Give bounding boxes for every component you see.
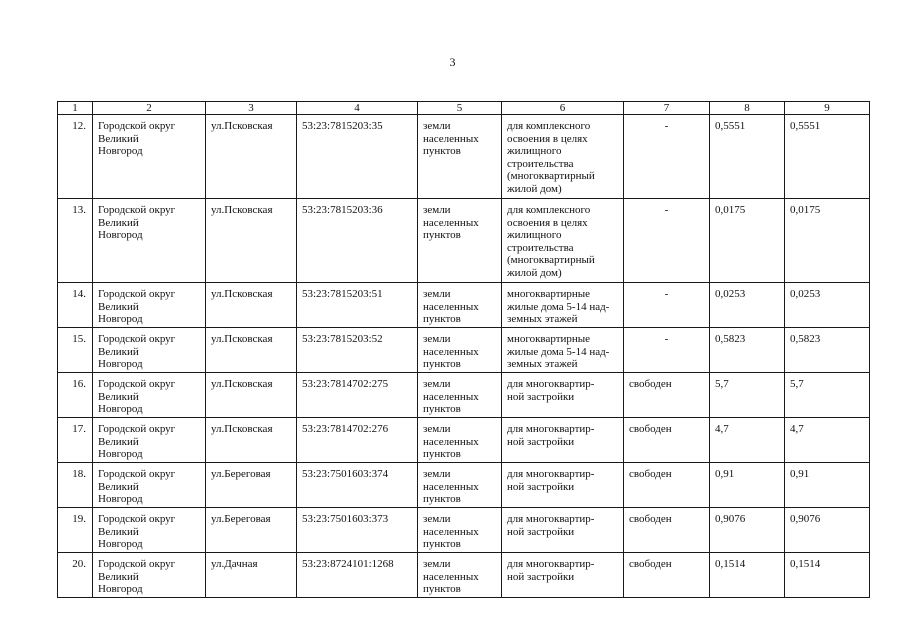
municipality-cell: Городской округ Великий Новгород [93, 199, 206, 283]
column-header: 2 [93, 102, 206, 115]
table-header-row [58, 102, 870, 115]
area-total-cell: 4,7 [785, 418, 870, 463]
status-cell: - [624, 328, 710, 373]
street-cell: ул.Псковская [206, 418, 297, 463]
table-row [58, 283, 870, 328]
row-number-cell: 16. [58, 373, 93, 418]
cadastral-number-cell: 53:23:7501603:374 [297, 463, 418, 508]
municipality-cell: Городской округ Великий Новгород [93, 115, 206, 199]
street-cell: ул.Береговая [206, 463, 297, 508]
cadastral-number-cell: 53:23:7814702:276 [297, 418, 418, 463]
cadastral-number-cell: 53:23:7814702:275 [297, 373, 418, 418]
page-number: 3 [449, 55, 456, 69]
street-cell: ул.Дачная [206, 553, 297, 598]
area-total-cell: 0,9076 [785, 508, 870, 553]
area-cell: 0,5551 [710, 115, 785, 199]
area-cell: 0,1514 [710, 553, 785, 598]
row-number-cell: 13. [58, 199, 93, 283]
street-cell: ул.Псковская [206, 115, 297, 199]
municipality-cell: Городской округ Великий Новгород [93, 283, 206, 328]
street-cell: ул.Береговая [206, 508, 297, 553]
land-category-cell: земли населенных пунктов [418, 418, 502, 463]
area-cell: 0,5823 [710, 328, 785, 373]
status-cell: свободен [624, 508, 710, 553]
area-total-cell: 0,1514 [785, 553, 870, 598]
table-row [58, 328, 870, 373]
status-cell: свободен [624, 418, 710, 463]
area-total-cell: 5,7 [785, 373, 870, 418]
street-cell: ул.Псковская [206, 283, 297, 328]
area-cell: 5,7 [710, 373, 785, 418]
row-number-cell: 20. [58, 553, 93, 598]
cadastral-number-cell: 53:23:7501603:373 [297, 508, 418, 553]
land-category-cell: земли населенных пунктов [418, 115, 502, 199]
row-number-cell: 15. [58, 328, 93, 373]
column-header: 9 [785, 102, 870, 115]
table-row [58, 553, 870, 598]
municipality-cell: Городской округ Великий Новгород [93, 373, 206, 418]
land-category-cell: земли населенных пунктов [418, 463, 502, 508]
status-cell: свободен [624, 553, 710, 598]
area-total-cell: 0,0253 [785, 283, 870, 328]
column-header: 6 [502, 102, 624, 115]
table-row [58, 508, 870, 553]
street-cell: ул.Псковская [206, 373, 297, 418]
table-row [58, 199, 870, 283]
municipality-cell: Городской округ Великий Новгород [93, 463, 206, 508]
permitted-use-cell: для многоквартир- ной застройки [502, 418, 624, 463]
column-header: 1 [58, 102, 93, 115]
land-category-cell: земли населенных пунктов [418, 199, 502, 283]
area-total-cell: 0,0175 [785, 199, 870, 283]
column-header: 8 [710, 102, 785, 115]
area-total-cell: 0,5551 [785, 115, 870, 199]
column-header: 4 [297, 102, 418, 115]
table-row [58, 418, 870, 463]
permitted-use-cell: для комплексного освоения в целях жилищного строительства (многоквартирный жилой дом) [502, 115, 624, 199]
column-header: 3 [206, 102, 297, 115]
status-cell: свободен [624, 373, 710, 418]
status-cell: - [624, 199, 710, 283]
cadastral-number-cell: 53:23:7815203:52 [297, 328, 418, 373]
land-category-cell: земли населенных пунктов [418, 328, 502, 373]
area-cell: 0,91 [710, 463, 785, 508]
municipality-cell: Городской округ Великий Новгород [93, 418, 206, 463]
land-category-cell: земли населенных пунктов [418, 283, 502, 328]
permitted-use-cell: для многоквартир- ной застройки [502, 373, 624, 418]
row-number-cell: 18. [58, 463, 93, 508]
land-category-cell: земли населенных пунктов [418, 553, 502, 598]
permitted-use-cell: многоквартирные жилые дома 5-14 над- земных этажей [502, 328, 624, 373]
permitted-use-cell: многоквартирные жилые дома 5-14 над- земных этажей [502, 283, 624, 328]
cadastral-number-cell: 53:23:8724101:1268 [297, 553, 418, 598]
cadastral-number-cell: 53:23:7815203:35 [297, 115, 418, 199]
street-cell: ул.Псковская [206, 199, 297, 283]
area-total-cell: 0,91 [785, 463, 870, 508]
permitted-use-cell: для многоквартир- ной застройки [502, 463, 624, 508]
row-number-cell: 19. [58, 508, 93, 553]
municipality-cell: Городской округ Великий Новгород [93, 553, 206, 598]
municipality-cell: Городской округ Великий Новгород [93, 508, 206, 553]
area-cell: 0,0175 [710, 199, 785, 283]
area-cell: 0,9076 [710, 508, 785, 553]
land-category-cell: земли населенных пунктов [418, 373, 502, 418]
row-number-cell: 17. [58, 418, 93, 463]
cadastral-number-cell: 53:23:7815203:36 [297, 199, 418, 283]
land-plots-table [57, 101, 870, 598]
table-row [58, 373, 870, 418]
permitted-use-cell: для многоквартир- ной застройки [502, 553, 624, 598]
street-cell: ул.Псковская [206, 328, 297, 373]
column-header: 7 [624, 102, 710, 115]
permitted-use-cell: для комплексного освоения в целях жилищного строительства (многоквартирный жилой дом) [502, 199, 624, 283]
status-cell: - [624, 283, 710, 328]
permitted-use-cell: для многоквартир- ной застройки [502, 508, 624, 553]
area-total-cell: 0,5823 [785, 328, 870, 373]
area-cell: 0,0253 [710, 283, 785, 328]
status-cell: свободен [624, 463, 710, 508]
cadastral-number-cell: 53:23:7815203:51 [297, 283, 418, 328]
land-category-cell: земли населенных пунктов [418, 508, 502, 553]
row-number-cell: 12. [58, 115, 93, 199]
row-number-cell: 14. [58, 283, 93, 328]
status-cell: - [624, 115, 710, 199]
municipality-cell: Городской округ Великий Новгород [93, 328, 206, 373]
table-row [58, 463, 870, 508]
column-header: 5 [418, 102, 502, 115]
table-row [58, 115, 870, 199]
area-cell: 4,7 [710, 418, 785, 463]
